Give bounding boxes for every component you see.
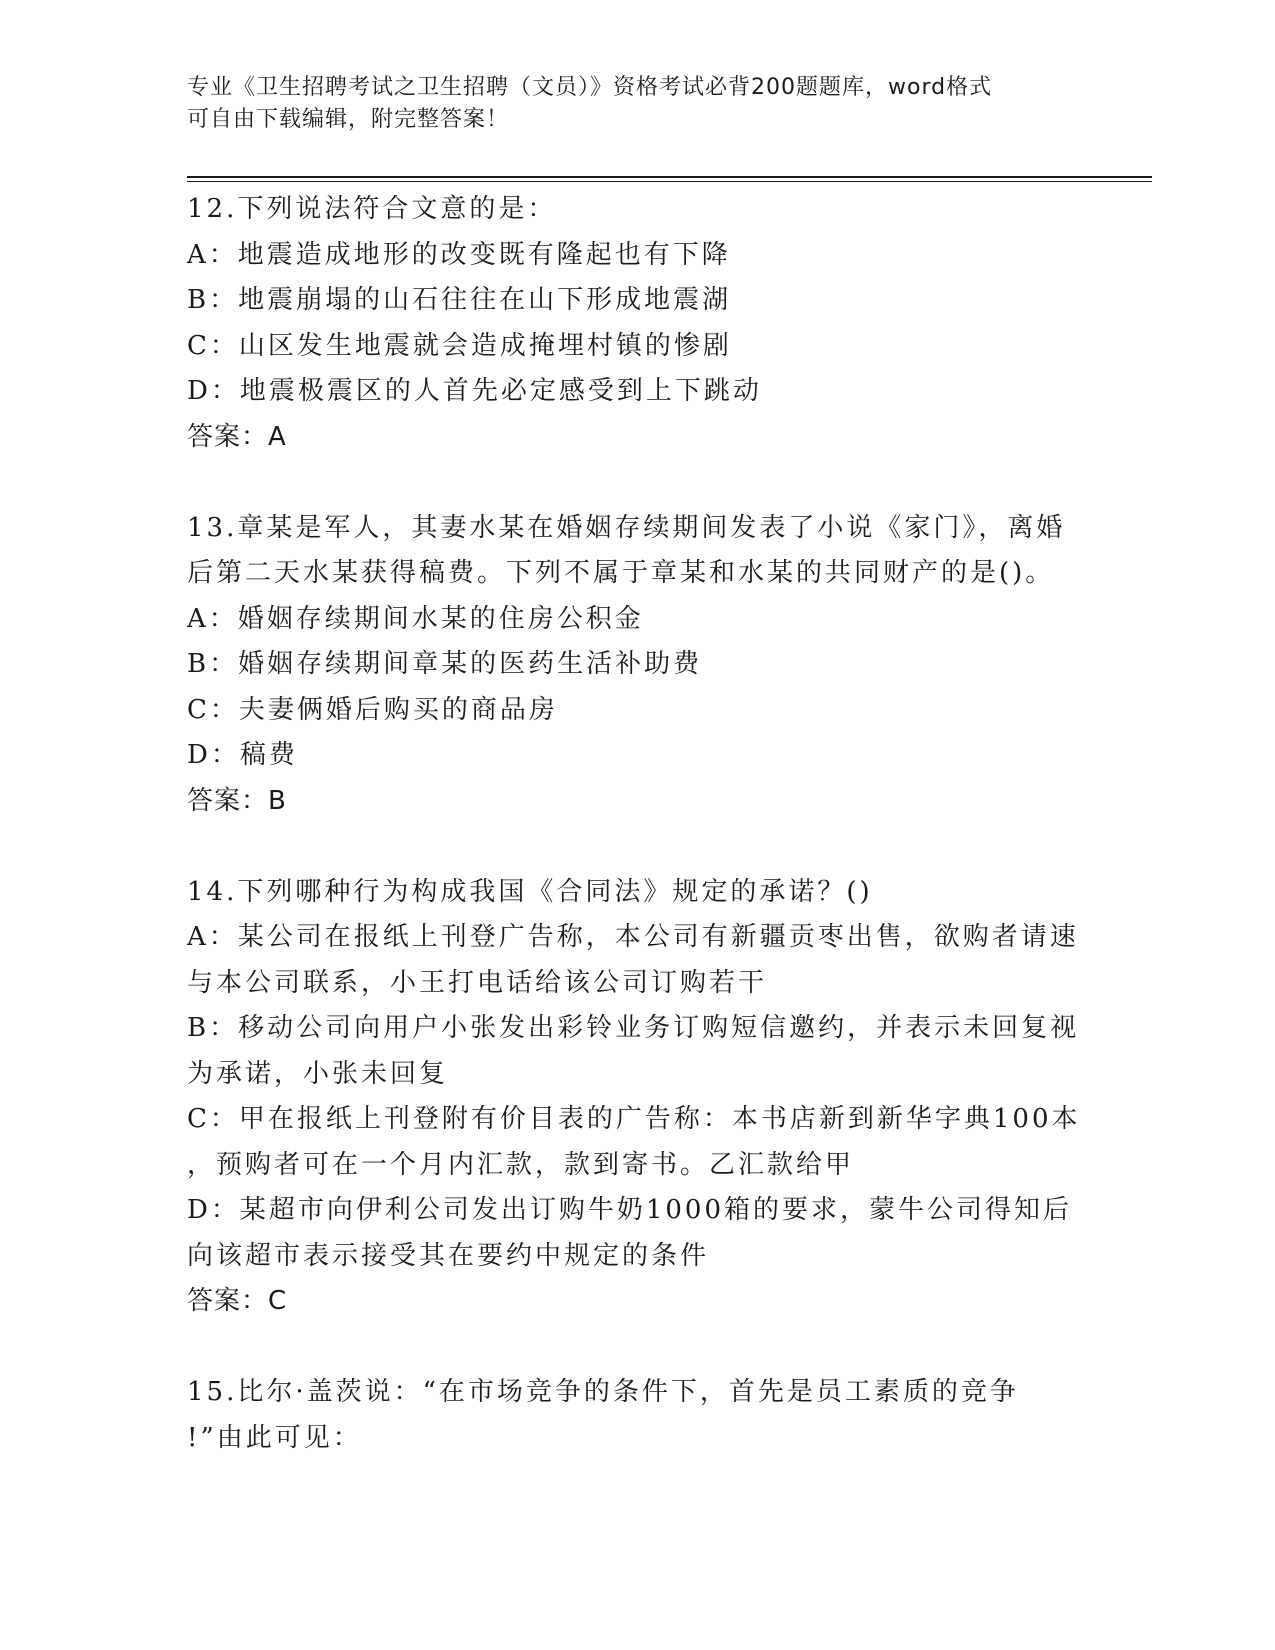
option-a: A：婚姻存续期间水某的住房公积金 [187, 603, 644, 634]
question-spacer [187, 824, 1087, 870]
question-spacer [187, 1325, 1087, 1371]
option-b: B：地震崩塌的山石往往在山下形成地震湖 [187, 285, 732, 315]
question-block [187, 187, 1087, 460]
option-b: B：移动公司向用户小张发出彩铃业务订购短信邀约，并表示未回复视 [187, 1013, 1080, 1043]
question-stem-continued: !”由此可见： [187, 1422, 362, 1453]
question-block [187, 870, 1087, 1325]
option-d: D：某超市向伊利公司发出订购牛奶1000箱的要求，蒙牛公司得知后 [187, 1195, 1073, 1225]
option-c-continued: ，预购者可在一个月内汇款，款到寄书。乙汇款给甲 [187, 1149, 855, 1180]
question-stem: 15.比尔·盖茨说：“在市场竞争的条件下，首先是员工素质的竞争 [187, 1377, 1019, 1407]
option-d-continued: 向该超市表示接受其在要约中规定的条件 [187, 1240, 710, 1271]
option-a: A：某公司在报纸上刊登广告称，本公司有新疆贡枣出售，欲购者请速 [187, 922, 1079, 952]
option-b: B：婚姻存续期间章某的医药生活补助费 [187, 649, 703, 679]
header-title-line-1: 专业《卫生招聘考试之卫生招聘（文员）》资格考试必背200题题库，word格式 [187, 75, 993, 100]
header-divider-thin [187, 181, 1152, 182]
option-c: C：山区发生地震就会造成掩埋村镇的惨剧 [187, 330, 732, 361]
header-title-line-2: 可自由下载编辑，附完整答案！ [187, 107, 510, 132]
answer-label: 答案：B [187, 785, 287, 816]
question-stem-continued: 后第二天水某获得稿费。下列不属于章某和水某的共同财产的是()。 [187, 558, 1055, 588]
option-d: D：地震极震区的人首先必定感受到上下跳动 [187, 376, 762, 406]
answer-label: 答案：A [187, 421, 287, 452]
question-spacer [187, 460, 1087, 506]
option-a-continued: 与本公司联系，小王打电话给该公司订购若干 [187, 967, 768, 998]
question-stem: 12.下列说法符合文意的是： [187, 194, 557, 224]
header-divider-thick [187, 176, 1152, 178]
question-stem: 14.下列哪种行为构成我国《合同法》规定的承诺？() [187, 876, 873, 907]
option-b-continued: 为承诺，小张未回复 [187, 1058, 449, 1089]
question-block [187, 506, 1087, 825]
option-c: C：甲在报纸上刊登附有价目表的广告称：本书店新到新华字典100本 [187, 1104, 1081, 1134]
option-c: C：夫妻俩婚后购买的商品房 [187, 694, 558, 725]
option-a: A：地震造成地形的改变既有隆起也有下降 [187, 239, 731, 270]
answer-label: 答案：C [187, 1286, 288, 1316]
question-stem: 13.章某是军人，其妻水某在婚姻存续期间发表了小说《家门》，离婚 [187, 512, 1066, 543]
option-d: D：稿费 [187, 740, 298, 770]
question-list [187, 187, 1087, 1461]
question-block [187, 1370, 1087, 1461]
document-header [187, 72, 1067, 136]
